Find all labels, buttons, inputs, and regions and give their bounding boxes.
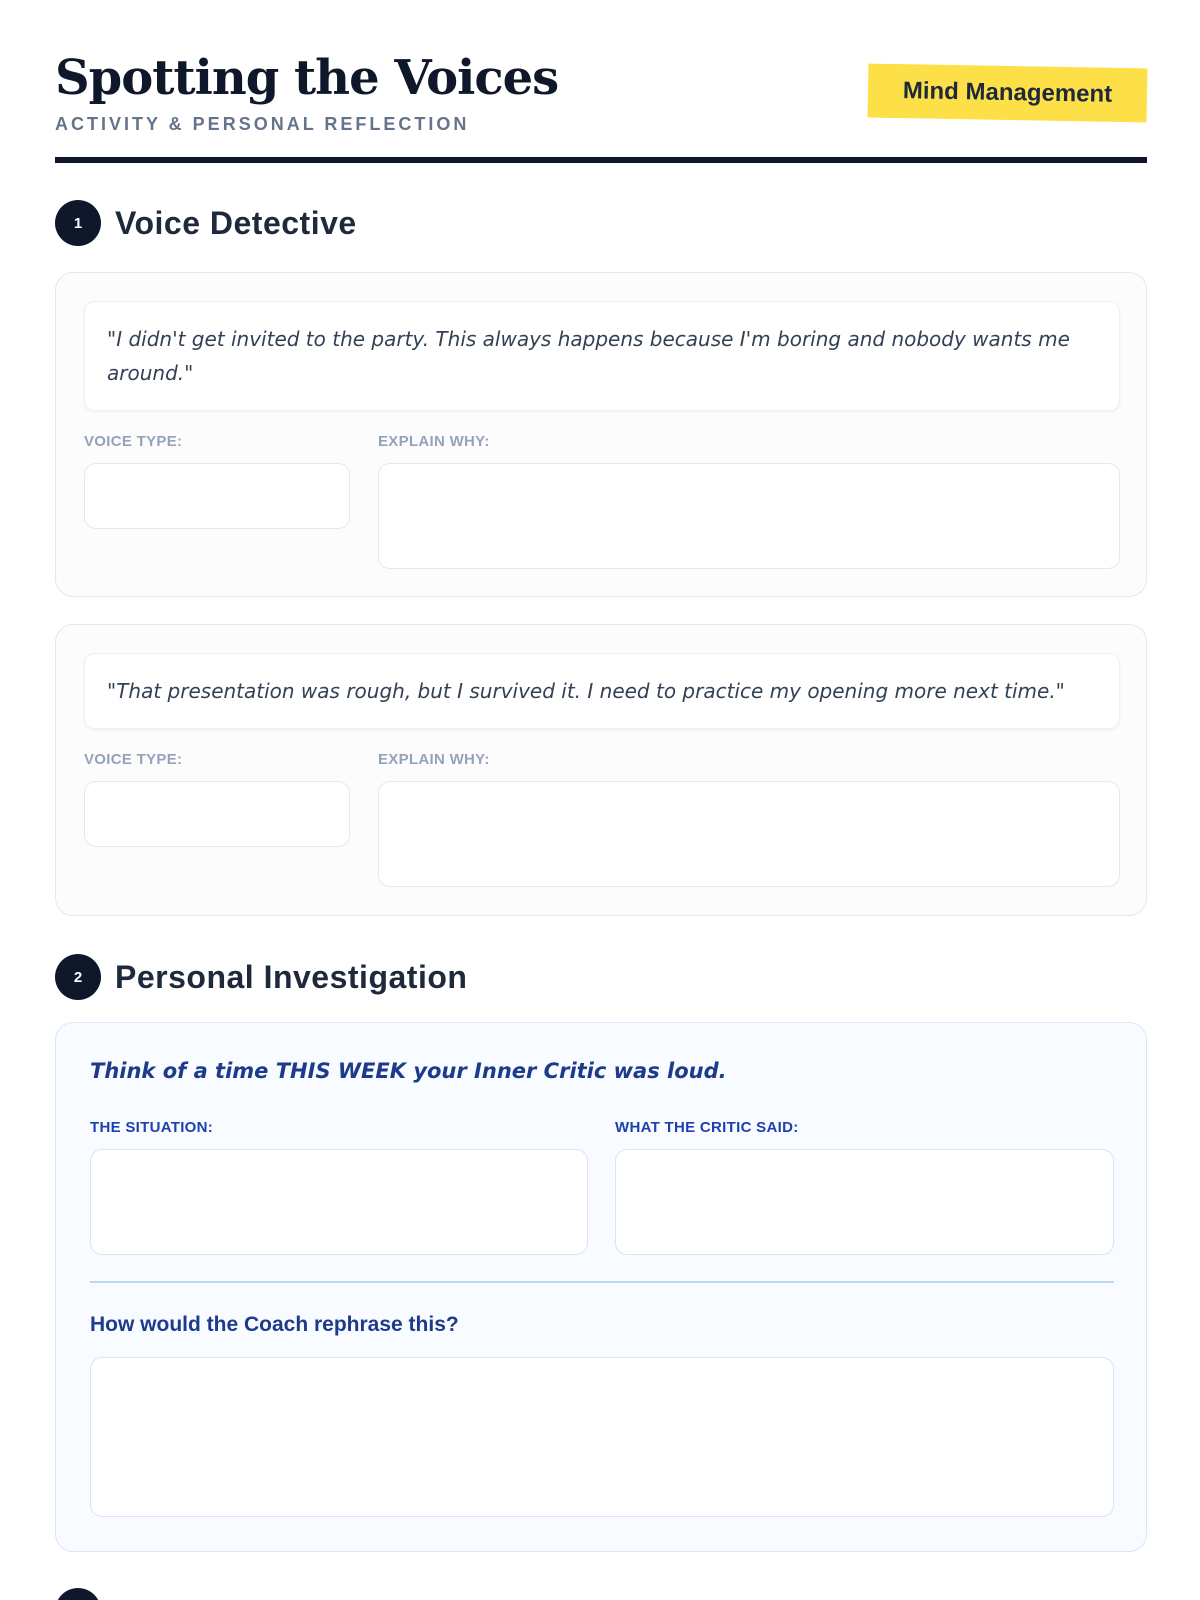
voice-card-1 xyxy=(55,272,1147,597)
coach-question: How would the Coach rephrase this? xyxy=(90,1313,459,1336)
header-divider xyxy=(55,157,1147,163)
personal-investigation-card xyxy=(55,1022,1147,1552)
voice-card-2 xyxy=(55,624,1147,916)
scenario-quote: "I didn't get invited to the party. This always happens because I'm boring and nobody wants me around." xyxy=(84,301,1120,411)
critic-said-label: WHAT THE CRITIC SAID: xyxy=(615,1119,799,1136)
page-title: Spotting the Voices xyxy=(55,50,559,106)
voice-type-input[interactable] xyxy=(84,463,350,529)
section-divider xyxy=(90,1281,1114,1283)
situation-input[interactable] xyxy=(90,1149,588,1255)
voice-type-label: VOICE TYPE: xyxy=(84,433,183,450)
voice-type-input[interactable] xyxy=(84,781,350,847)
section-number-badge: 1 xyxy=(55,200,101,246)
section-number-badge xyxy=(55,1588,101,1600)
explain-why-input[interactable] xyxy=(378,463,1120,569)
explain-why-label: EXPLAIN WHY: xyxy=(378,751,490,768)
reflection-prompt: Think of a time THIS WEEK your Inner Critic was loud. xyxy=(90,1059,727,1083)
section-1-heading xyxy=(55,200,357,246)
scenario-quote: "That presentation was rough, but I survived it. I need to practice my opening more next time." xyxy=(84,653,1120,729)
worksheet-header xyxy=(55,0,1147,166)
coach-rephrase-input[interactable] xyxy=(90,1357,1114,1517)
page-subtitle: ACTIVITY & PERSONAL REFLECTION xyxy=(55,114,470,134)
critic-said-input[interactable] xyxy=(615,1149,1114,1255)
section-2-heading xyxy=(55,954,467,1000)
situation-label: THE SITUATION: xyxy=(90,1119,214,1136)
section-3-heading xyxy=(55,1588,101,1600)
explain-why-input[interactable] xyxy=(378,781,1120,887)
voice-type-label: VOICE TYPE: xyxy=(84,751,183,768)
section-title: Voice Detective xyxy=(115,204,357,241)
worksheet-page xyxy=(55,0,1147,1336)
section-title: Personal Investigation xyxy=(115,958,468,995)
section-number-badge: 2 xyxy=(55,954,101,1000)
explain-why-label: EXPLAIN WHY: xyxy=(378,433,490,450)
topic-badge: Mind Management xyxy=(868,64,1148,123)
